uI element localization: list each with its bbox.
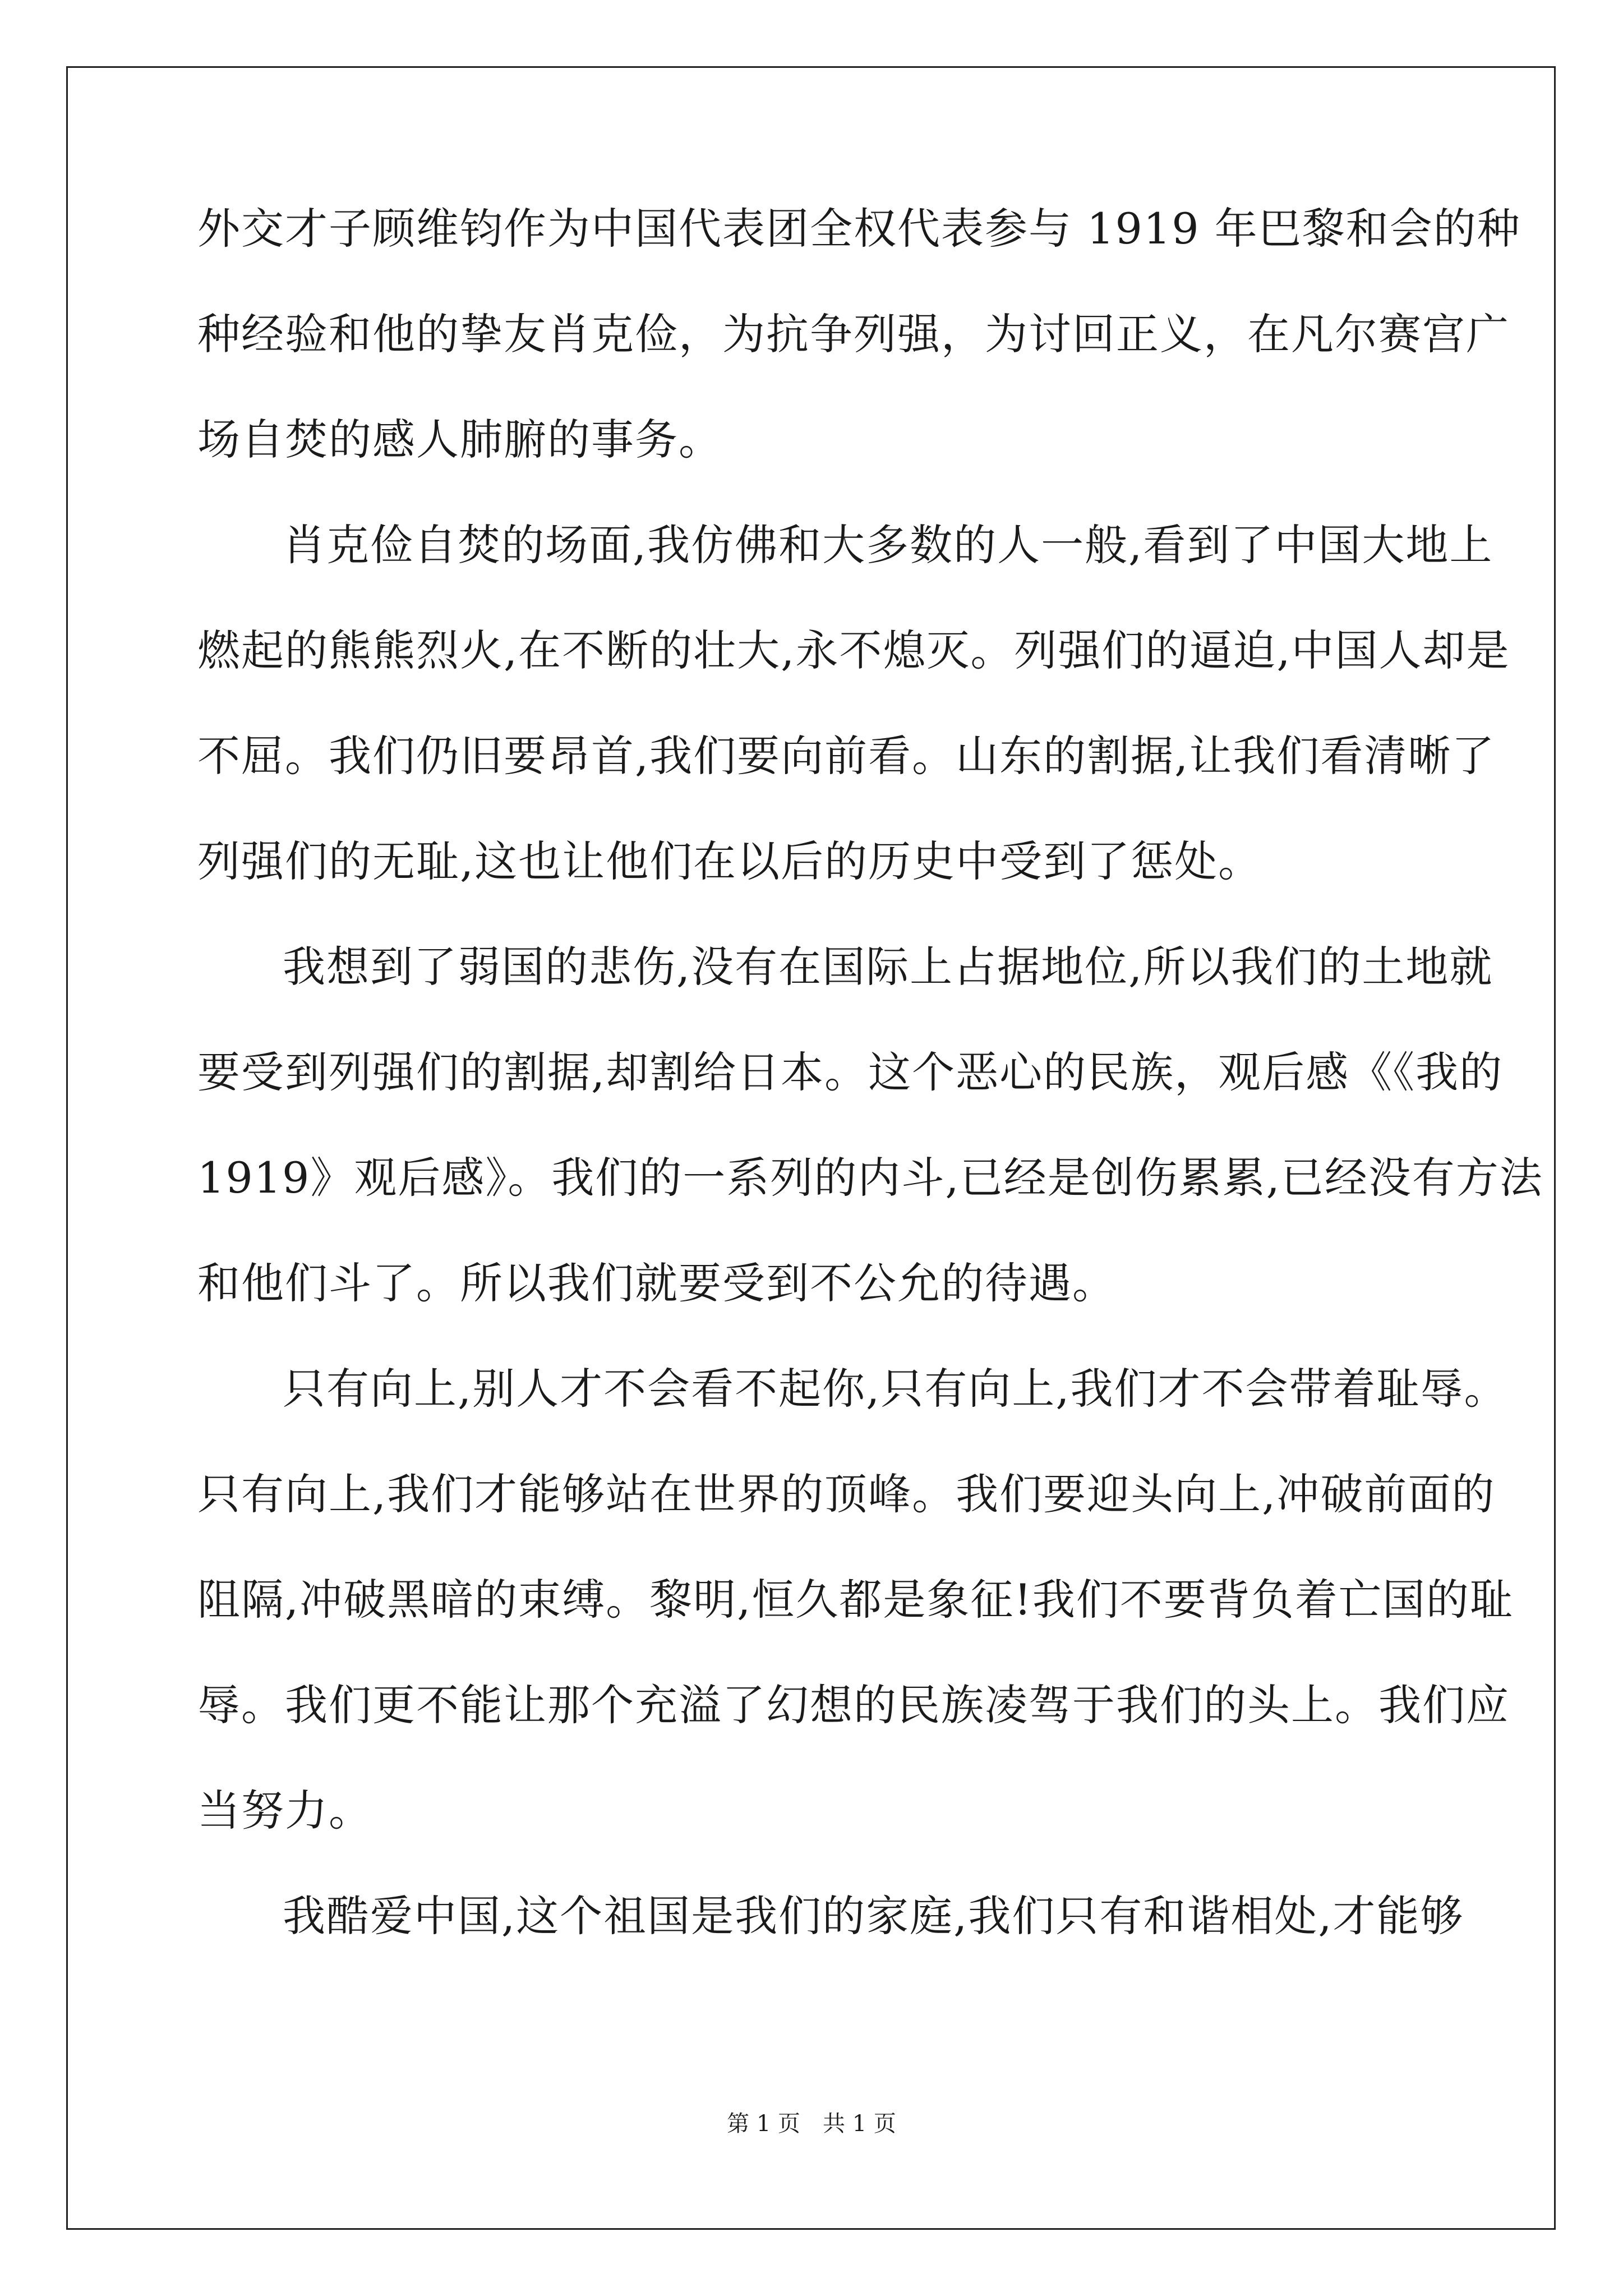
- text-line: 当努力。: [197, 1786, 372, 1835]
- text-line: 阻隔,冲破黑暗的束缚。黎明,恒久都是象征!我们不要背负着亡国的耻: [197, 1575, 1514, 1625]
- text-line: 不屈。我们仍旧要昂首,我们要向前看。山东的割据,让我们看清晰了: [197, 731, 1496, 781]
- paragraph-first-line: 我酷爱中国,这个祖国是我们的家庭,我们只有和谐相处,才能够: [283, 1891, 1464, 1941]
- text-line: 1919》观后感》。我们的一系列的内斗,已经是创伤累累,已经没有方法: [197, 1153, 1543, 1203]
- paragraph-first-line: 我想到了弱国的悲伤,没有在国际上占据地位,所以我们的土地就: [283, 942, 1493, 992]
- text-line: 种经验和他的挚友肖克俭，为抗争列强，为讨回正义，在凡尔赛宫广: [197, 309, 1510, 359]
- paragraph-first-line: 只有向上,别人才不会看不起你,只有向上,我们才不会带着耻辱。: [283, 1364, 1508, 1414]
- paragraph-first-line: 肖克俭自焚的场面,我仿佛和大多数的人一般,看到了中国大地上: [283, 520, 1493, 570]
- text-line: 列强们的无耻,这也让他们在以后的历史中受到了惩处。: [197, 836, 1262, 886]
- text-line: 要受到列强们的割据,却割给日本。这个恶心的民族，观后感《《我的: [197, 1047, 1504, 1097]
- text-line: 只有向上,我们才能够站在世界的顶峰。我们要迎头向上,冲破前面的: [197, 1469, 1496, 1519]
- page-number-footer: 第 1 页 共 1 页: [727, 2111, 896, 2137]
- text-line: 场自焚的感人肺腑的事务。: [197, 415, 722, 464]
- text-line: 外交才子顾维钧作为中国代表团全权代表参与 1919 年巴黎和会的种: [197, 204, 1521, 254]
- text-line: 辱。我们更不能让那个充溢了幻想的民族凌驾于我们的头上。我们应: [197, 1680, 1510, 1730]
- text-line: 和他们斗了。所以我们就要受到不公允的待遇。: [197, 1258, 1116, 1308]
- text-line: 燃起的熊熊烈火,在不断的壮大,永不熄灭。列强们的逼迫,中国人却是: [197, 625, 1510, 675]
